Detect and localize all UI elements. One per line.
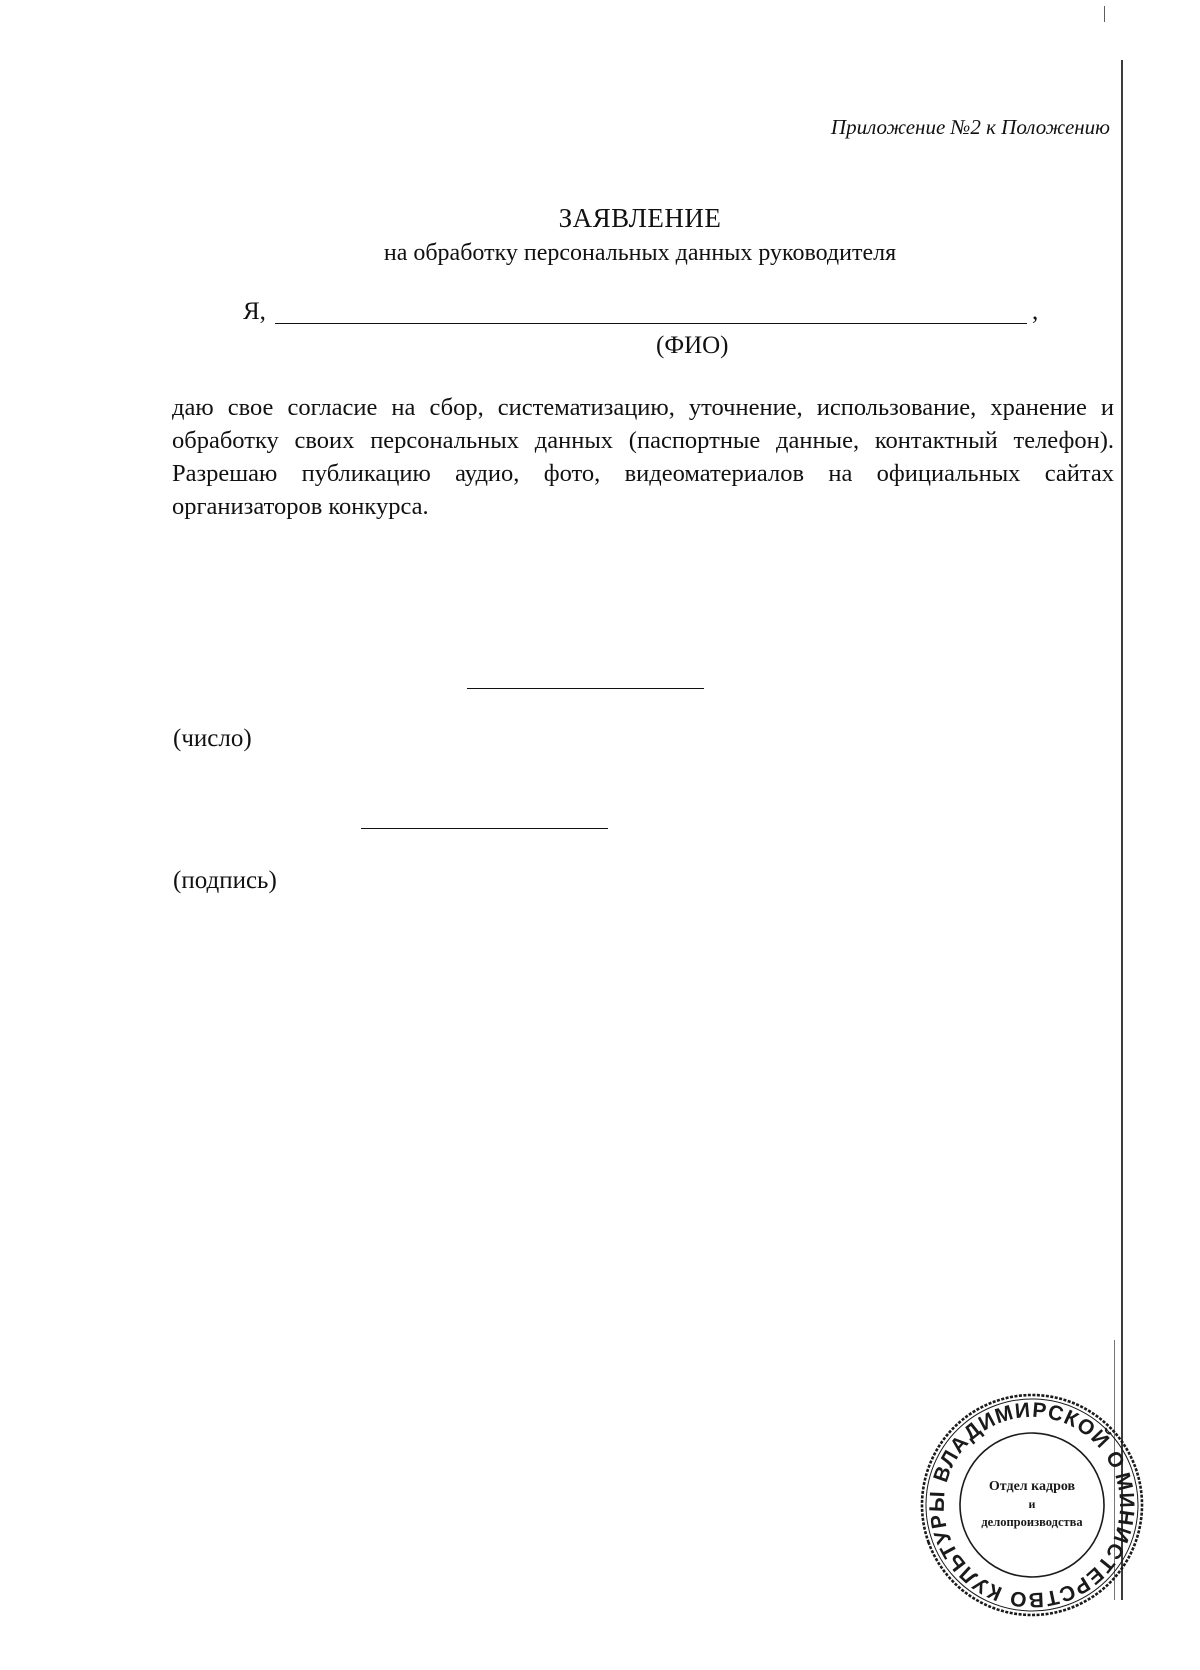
document-title: ЗАЯВЛЕНИЕ (558, 203, 722, 233)
stamp-center-line-3: делопроизводства (981, 1515, 1083, 1529)
official-stamp (917, 1390, 1147, 1620)
date-caption: (число) (173, 725, 252, 752)
stamp-center-line-1: Отдел кадров (988, 1479, 1076, 1494)
name-suffix: , (1032, 298, 1039, 325)
stamp-ring-text: МИНИСТЕРСТВО КУЛЬТУРЫ ВЛАДИМИРСКОЙ ОБЛАСТИ (925, 1398, 1139, 1612)
stamp-center-line-2: и (1028, 1497, 1036, 1511)
date-fill-line[interactable] (467, 688, 704, 689)
appendix-label: Приложение №2 к Положению (830, 115, 1110, 139)
signature-fill-line[interactable] (361, 828, 608, 829)
name-prefix: Я, (243, 298, 266, 325)
name-caption: (ФИО) (656, 332, 729, 359)
scan-border-line (1104, 6, 1105, 22)
signature-caption: (подпись) (173, 867, 277, 894)
name-fill-line[interactable] (275, 323, 1027, 324)
document-subtitle: на обработку персональных данных руководителя (383, 240, 897, 266)
consent-paragraph: даю свое согласие на сбор, систематизацию, уточнение, использование, хранение и обработку своих персональных данных (паспортные данные, контактный телефон). Разрешаю публикацию аудио, фото, видеоматериалов на официальных сайтах организаторов конкурса. (172, 394, 1114, 520)
scan-border-line (1121, 60, 1123, 1600)
